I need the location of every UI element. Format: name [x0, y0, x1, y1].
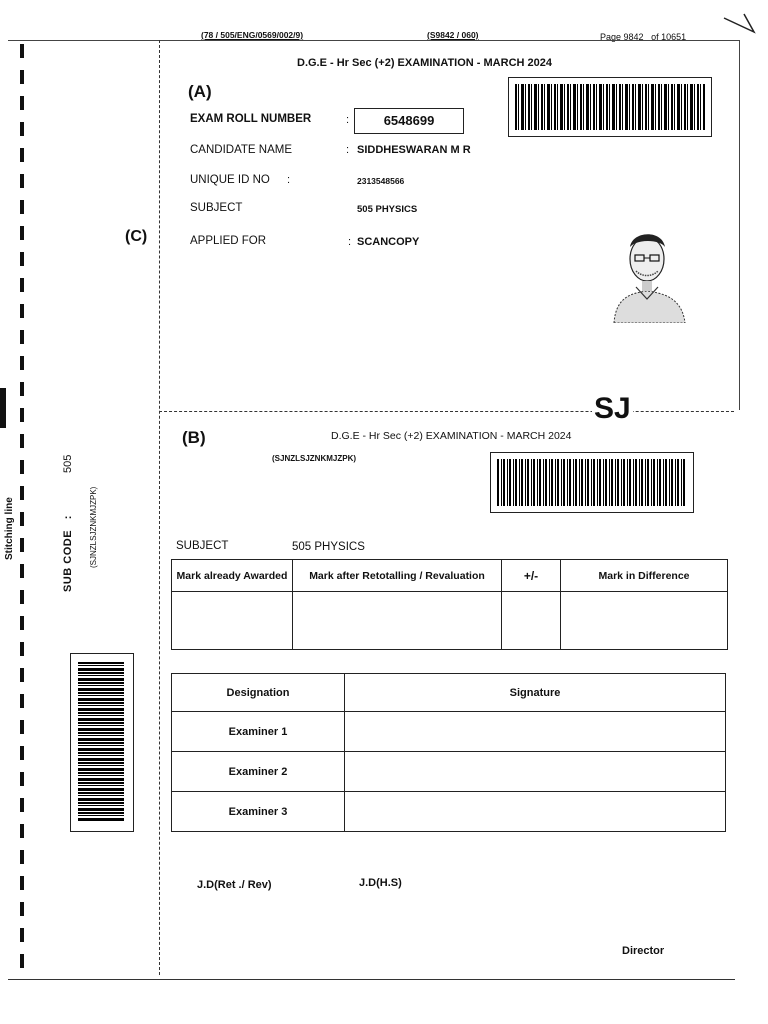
stitching-line-label: Stitching line	[4, 497, 15, 560]
side-barcode-bars	[78, 662, 124, 822]
mark-retotalling-cell	[293, 592, 502, 650]
stitching-line	[20, 44, 24, 974]
mark-header-retotalling: Mark after Retotalling / Revaluation	[293, 560, 502, 592]
candidate-name-label: CANDIDATE NAME	[190, 144, 293, 156]
frame-bottom-border	[8, 979, 735, 980]
signature-table-row	[172, 712, 726, 752]
section-b-subject-label: SUBJECT	[176, 540, 229, 552]
section-b-title: D.G.E - Hr Sec (+2) EXAMINATION - MARCH 2024	[331, 430, 572, 442]
sj-stamp: SJ	[594, 392, 631, 425]
page-label: Page 9842	[600, 32, 644, 42]
section-b-label: (B)	[182, 428, 206, 447]
examiner-2-label: Examiner 2	[172, 752, 345, 792]
mark-table	[171, 559, 728, 650]
section-c-label: (C)	[125, 228, 148, 245]
designation-header: Designation	[172, 674, 345, 712]
sub-code-separator: :	[62, 515, 74, 520]
edge-mark	[0, 388, 6, 428]
roll-number-label: EXAM ROLL NUMBER	[190, 113, 312, 125]
center-code: (S9842 / 060)	[427, 30, 479, 40]
candidate-name-value: SIDDHESWARAN M R	[357, 144, 471, 156]
side-candidate-code: (SJNZLSJZNKMJZPK)	[89, 486, 98, 568]
examiner-2-signature-cell	[345, 752, 726, 792]
unique-id-label: UNIQUE ID NO	[190, 174, 270, 186]
roll-number-value: 6548699	[354, 108, 464, 134]
subject-label: SUBJECT	[190, 202, 243, 214]
sub-code-value: 505	[62, 454, 74, 473]
page-total: of 10651	[651, 32, 687, 42]
examiner-1-label: Examiner 1	[172, 712, 345, 752]
applied-for-value: SCANCOPY	[357, 236, 420, 248]
sub-code-label	[62, 515, 74, 592]
reference-code: (78 / 505/ENG/0569/002/9)	[201, 30, 304, 40]
name-colon: :	[346, 144, 350, 156]
mark-difference-cell	[561, 592, 728, 650]
side-barcode	[70, 653, 134, 832]
vertical-cut-line	[159, 40, 160, 975]
signature-header: Signature	[345, 674, 726, 712]
mark-plus-minus-cell	[502, 592, 561, 650]
section-a-barcode-bars	[515, 84, 705, 130]
uid-colon: :	[287, 174, 291, 186]
examiner-3-label: Examiner 3	[172, 792, 345, 832]
corner-mark-icon	[722, 12, 758, 36]
signature-table-row	[172, 792, 726, 832]
frame-top-border	[8, 40, 740, 41]
signature-table-header-row	[172, 674, 726, 712]
mark-header-difference: Mark in Difference	[561, 560, 728, 592]
section-b-subject-value: 505 PHYSICS	[292, 541, 365, 553]
mark-table-entry-row	[172, 592, 728, 650]
section-a-label: (A)	[188, 82, 212, 101]
unique-id-value: 2313548566	[357, 176, 405, 186]
frame-right-border	[739, 40, 740, 410]
applied-for-label: APPLIED FOR	[190, 235, 267, 247]
section-b-code: (SJNZLSJZNKMJZPK)	[272, 454, 357, 463]
mark-awarded-cell	[172, 592, 293, 650]
signature-table-row	[172, 752, 726, 792]
jd-hs-label: J.D(H.S)	[359, 877, 402, 889]
candidate-photo-icon	[606, 225, 688, 323]
mark-table-header-row	[172, 560, 728, 592]
examiner-1-signature-cell	[345, 712, 726, 752]
section-a-barcode	[508, 77, 712, 137]
director-label: Director	[622, 945, 665, 957]
horizontal-cut-line	[159, 411, 734, 412]
jd-ret-rev-label: J.D(Ret ./ Rev)	[197, 879, 272, 891]
section-a-title: D.G.E - Hr Sec (+2) EXAMINATION - MARCH 2024	[297, 57, 552, 69]
examiner-3-signature-cell	[345, 792, 726, 832]
mark-header-plus-minus: +/-	[502, 560, 561, 592]
signature-table	[171, 673, 726, 832]
section-b-barcode-bars	[497, 459, 687, 506]
section-b-barcode	[490, 452, 694, 513]
mark-header-awarded: Mark already Awarded	[172, 560, 293, 592]
roll-colon: :	[346, 114, 350, 126]
applied-colon: :	[348, 236, 352, 248]
subject-value: 505 PHYSICS	[357, 204, 418, 215]
sub-code-text: SUB CODE	[62, 529, 74, 592]
